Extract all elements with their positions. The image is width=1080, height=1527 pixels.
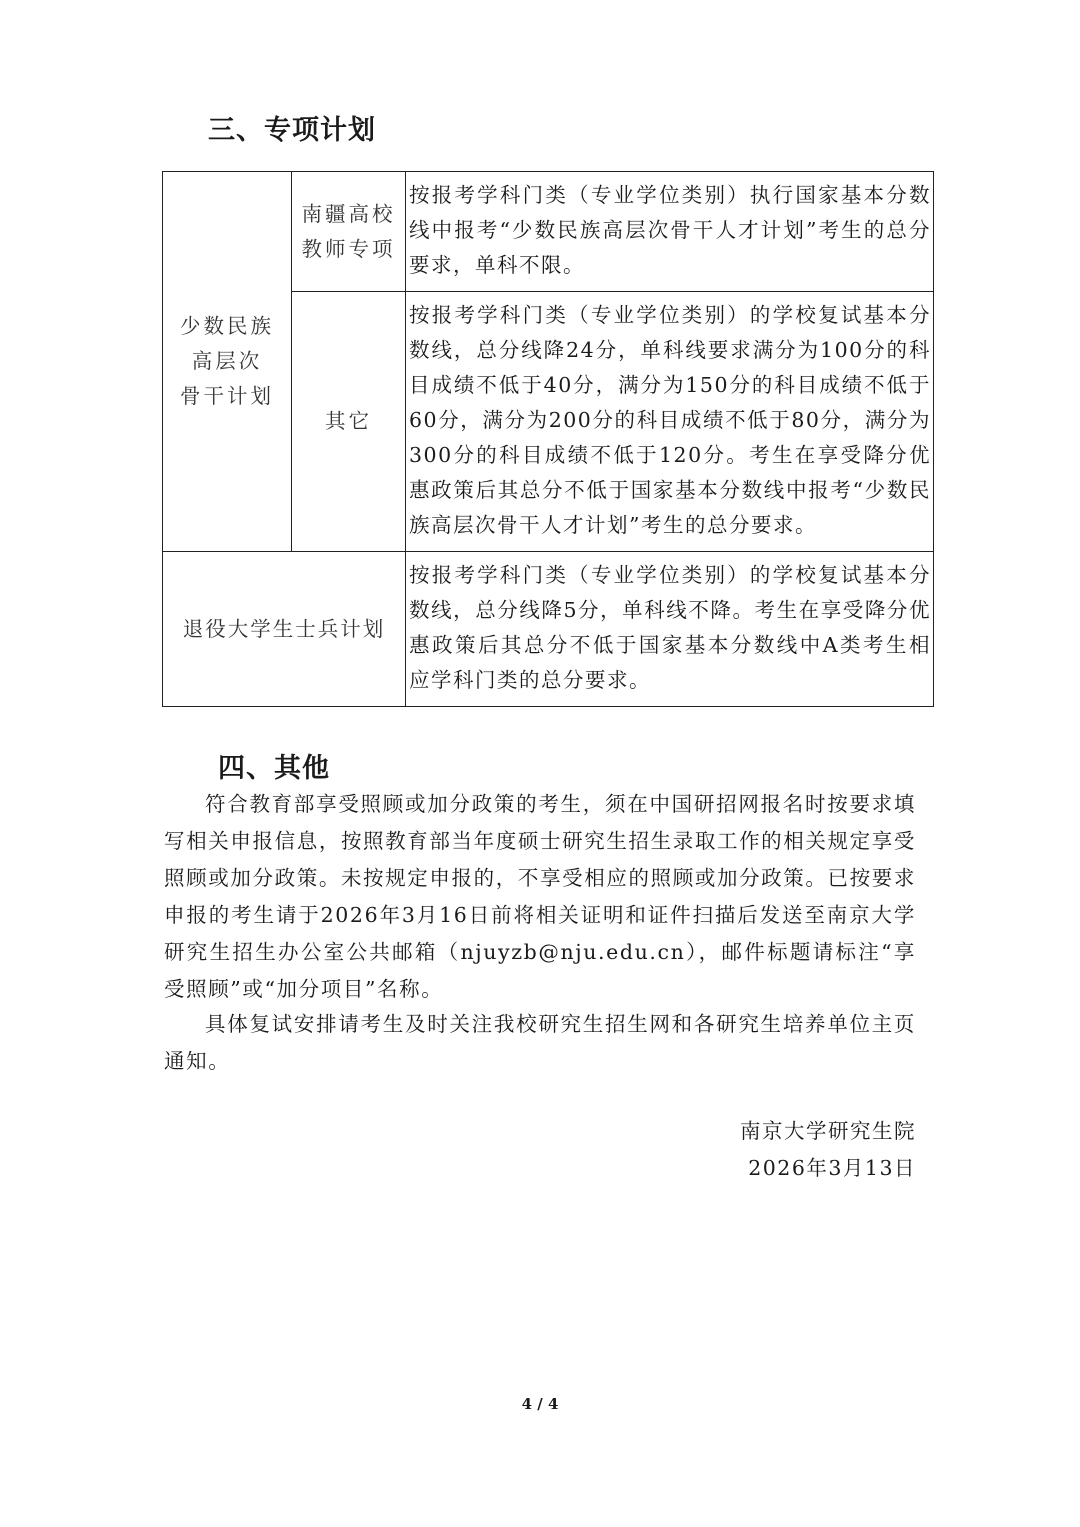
page-number: 4 / 4 xyxy=(521,1395,559,1413)
sub-label-line: 其它 xyxy=(325,409,372,433)
signature-organization: 南京大学研究生院 xyxy=(740,1119,916,1143)
table-row xyxy=(163,552,934,707)
group-label-line: 高层次 xyxy=(191,349,263,373)
signature-date: 2026年3月13日 xyxy=(748,1156,916,1180)
sub-label-line: 南疆高校 xyxy=(301,201,396,226)
sub-label-cell xyxy=(292,172,406,292)
sub-label-cell xyxy=(292,292,406,552)
section-3-title: 三、专项计划 xyxy=(208,115,376,146)
requirement-cell: 按报考学科门类（专业学位类别）执行国家基本分数线中报考“少数民族高层次骨干人才计划”考生的总分要求，单科不限。 xyxy=(406,172,934,292)
sub-label-line: 教师专项 xyxy=(301,236,396,261)
section-4-title: 四、其他 xyxy=(218,753,330,784)
body-paragraph: 符合教育部享受照顾或加分政策的考生，须在中国研招网报名时按要求填写相关申报信息，按照教育部当年度硕士研究生招生录取工作的相关规定享受照顾或加分政策。未按规定申报的，不享受相应的照顾或加分政策。已按要求申报的考生请于2026年3月16日前将相关证明和证件扫描后发送至南京大学研究生招生办公室公共邮箱（njuyzb@nju.edu.cn），邮件标题请标注“享受照顾”或“加分项目”名称。 xyxy=(164,792,916,1001)
body-paragraph: 具体复试安排请考生及时关注我校研究生招生网和各研究生培养单位主页通知。 xyxy=(164,1012,916,1073)
table-row xyxy=(163,172,934,292)
special-plan-table xyxy=(162,171,934,707)
requirement-cell: 按报考学科门类（专业学位类别）的学校复试基本分数线，总分线降5分，单科线不降。考生在享受降分优惠政策后其总分不低于国家基本分数线中A类考生相应学科门类的总分要求。 xyxy=(406,552,934,707)
requirement-cell: 按报考学科门类（专业学位类别）的学校复试基本分数线，总分线降24分，单科线要求满分为100分的科目成绩不低于40分，满分为150分的科目成绩不低于60分，满分为200分的科目成绩不低于80分，满分为300分的科目成绩不低于120分。考生在享受降分优惠政策后其总分不低于国家基本分数线中报考“少数民族高层次骨干人才计划”考生的总分要求。 xyxy=(406,292,934,552)
veteran-label-cell: 退役大学生士兵计划 xyxy=(163,552,406,707)
group-label-cell xyxy=(163,172,292,552)
group-label-line: 骨干计划 xyxy=(180,384,274,408)
group-label-line: 少数民族 xyxy=(180,314,274,338)
